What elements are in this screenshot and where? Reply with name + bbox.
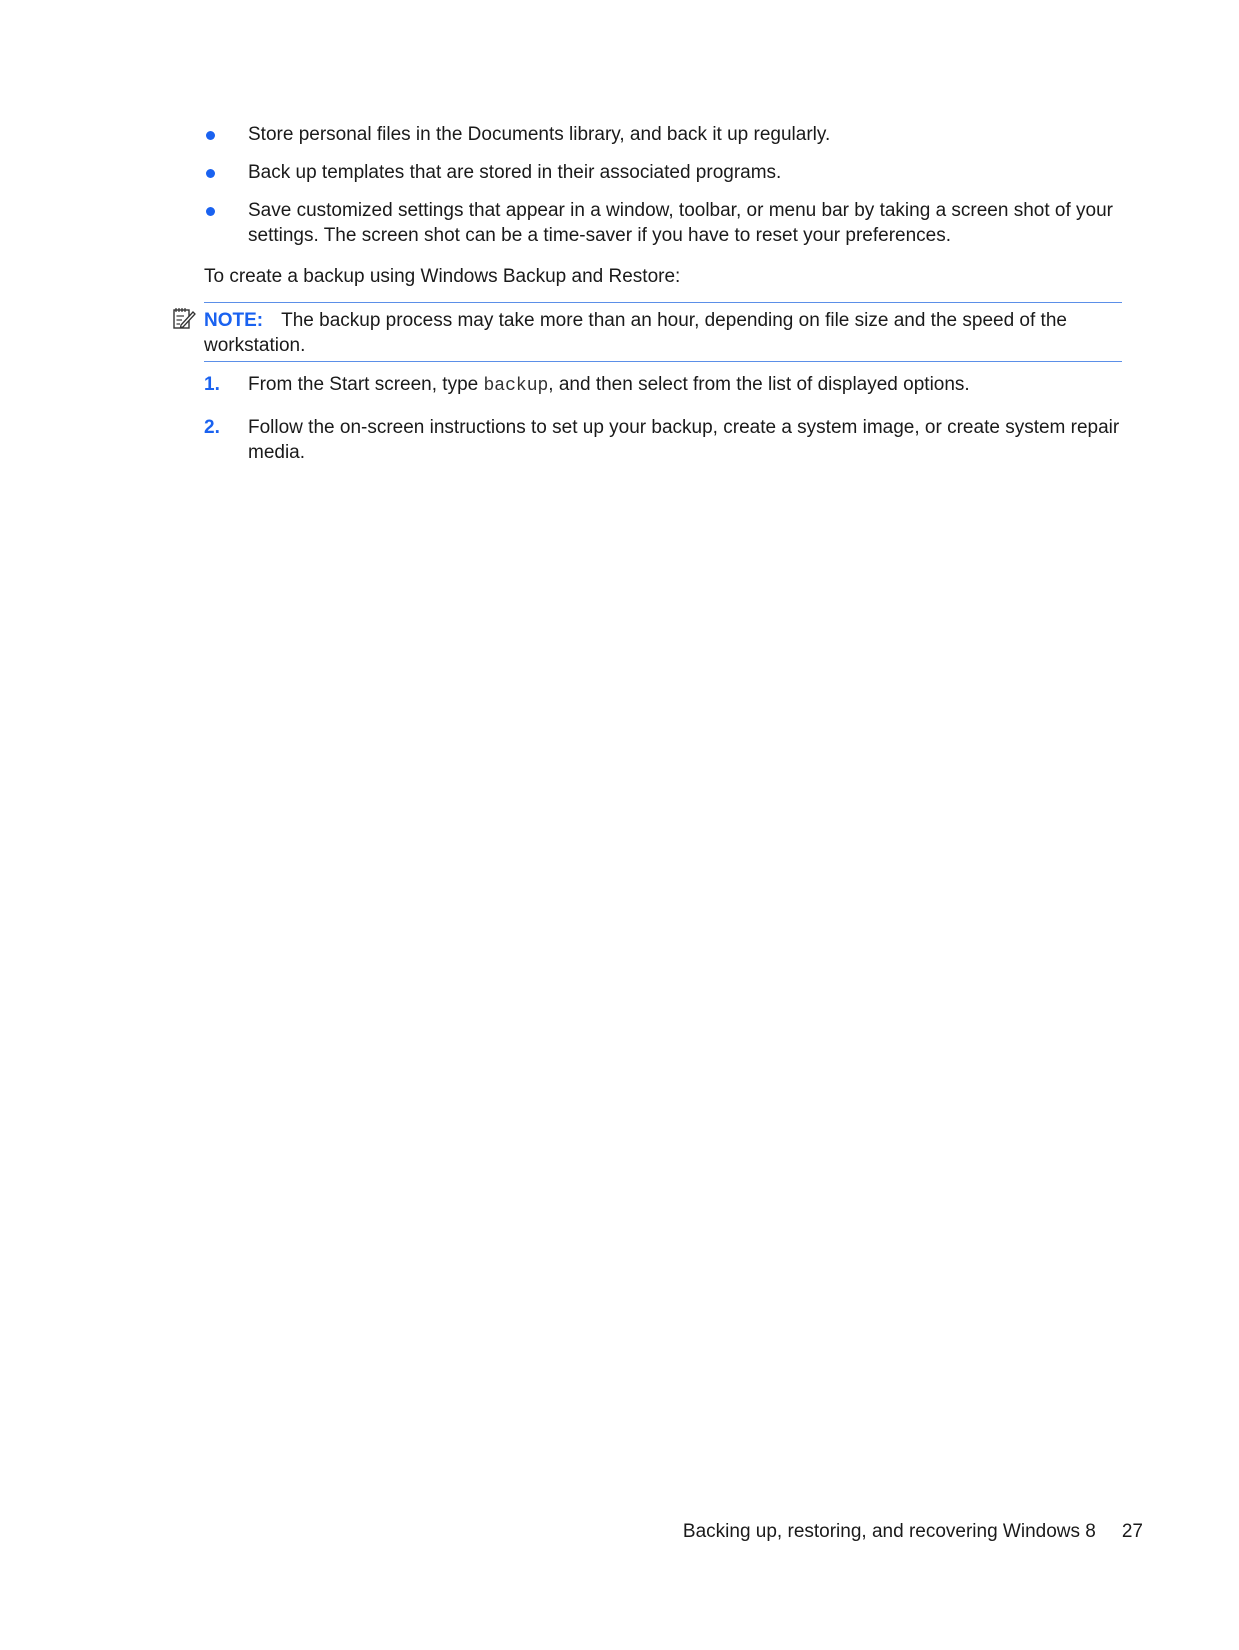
step-number: 1. (204, 374, 220, 395)
bullet-list (204, 122, 1124, 261)
bullet-dot-icon (206, 169, 215, 178)
footer-section-title: Backing up, restoring, and recovering Windows 8 (682, 1521, 1096, 1542)
note-box (204, 302, 1122, 362)
note-pencil-icon (172, 306, 196, 330)
step-text: Follow the on-screen instructions to set up your backup, create a system image, or create system repair media. (248, 417, 1120, 463)
steps-list (204, 372, 1124, 481)
note-text: The backup process may take more than an hour, depending on file size and the speed of the workstation. (204, 310, 1067, 356)
page-footer (683, 1519, 1143, 1544)
bullet-text: Back up templates that are stored in their associated programs. (248, 162, 782, 183)
step-text-before: From the Start screen, type (248, 374, 484, 395)
bullet-item (204, 160, 1124, 185)
bullet-text: Save customized settings that appear in a window, toolbar, or menu bar by taking a screen shot of your settings. The screen shot can be a time-saver if you have to reset your preferences. (248, 200, 1113, 246)
bullet-item (204, 122, 1124, 147)
bullet-text: Store personal files in the Documents library, and back it up regularly. (248, 124, 831, 145)
bullet-dot-icon (206, 131, 215, 140)
step-item (204, 372, 1124, 399)
note-label: NOTE: (204, 310, 264, 331)
step-code: backup (483, 376, 549, 396)
step-text-after: , and then select from the list of displayed options. (548, 374, 970, 395)
bullet-dot-icon (206, 207, 215, 216)
intro-paragraph: To create a backup using Windows Backup and Restore: (204, 266, 681, 287)
step-item (204, 415, 1124, 465)
bullet-item (204, 198, 1124, 248)
page-number: 27 (1121, 1521, 1143, 1542)
step-number: 2. (204, 417, 220, 438)
